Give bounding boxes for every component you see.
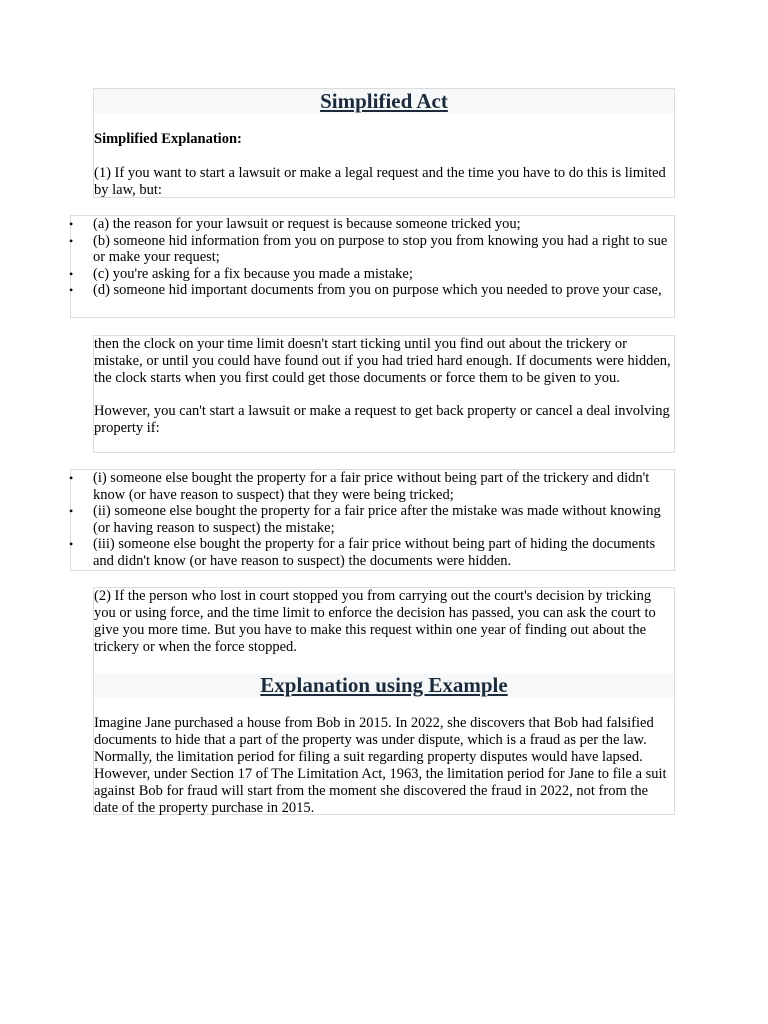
bullet-icon: • [69, 266, 74, 281]
bullet-icon: • [69, 217, 74, 231]
simplified-explanation-label: Simplified Explanation: [94, 131, 242, 147]
intro-section [93, 88, 675, 198]
list-item: • (d) someone hid important documents from you on purpose which you needed to prove your case, [69, 282, 662, 298]
page-title: Simplified Act [94, 89, 674, 114]
list-item: • (c) you're asking for a fix because you made a mistake; [69, 265, 413, 282]
court-decision-paragraph: (2) If the person who lost in court stopped you from carrying out the court's decision by tricking you or using force, and the time limit to enforce the decision has passed, you can ask the court to give you more time. But you have to make this request within one year of finding out about the trickery or when the force stopped. [94, 588, 656, 655]
exceptions-list-section [70, 469, 675, 571]
clock-paragraph: then the clock on your time limit doesn't start ticking until you find out about the trickery or mistake, or until you could have found out if you had tried hard enough. If documents were hidden, the clock starts when you first could get those documents or force them to be given to you. [94, 336, 671, 386]
bullet-icon: • [69, 283, 74, 297]
bullet-icon: • [69, 504, 74, 518]
however-paragraph: However, you can't start a lawsuit or make a request to get back property or cancel a deal involving property if: [94, 403, 670, 436]
list-item: • (i) someone else bought the property for a fair price without being part of the trickery and didn't know (or have reason to suspect) that they were being tricked; [69, 470, 650, 503]
example-paragraph: Imagine Jane purchased a house from Bob in 2015. In 2022, she discovers that Bob had falsified documents to hide that a part of the property was under dispute, which is a fraud as per the law. Normally, the limitation period for filing a suit regarding property disputes would have lapsed. However, under Section 17 of The Limitation Act, 1963, the limitation period for Jane to file a suit against Bob for fraud will start from the moment she discovered the fraud in 2022, not from the date of the property purchase in 2015. [94, 715, 667, 816]
conditions-list [71, 216, 674, 299]
list-item: • (b) someone hid information from you on purpose to stop you from knowing you had a right to sue or make your request; [69, 232, 668, 265]
bullet-icon: • [69, 537, 74, 551]
clock-section [93, 335, 675, 453]
exceptions-list [71, 470, 674, 569]
list-item: • (iii) someone else bought the property for a fair price without being part of hiding the documents and didn't know (or have reason to suspect) the documents were hidden. [69, 536, 656, 569]
intro-paragraph: (1) If you want to start a lawsuit or make a legal request and the time you have to do this is limited by law, but: [94, 165, 666, 198]
list-item: • (ii) someone else bought the property for a fair price after the mistake was made without knowing (or having reason to suspect) the mistake; [69, 503, 661, 536]
example-heading: Explanation using Example [94, 673, 674, 698]
example-section [93, 587, 675, 815]
conditions-list-section [70, 215, 675, 318]
bullet-icon: • [69, 233, 74, 248]
bullet-icon: • [69, 471, 74, 485]
list-item: • (a) the reason for your lawsuit or request is because someone tricked you; [69, 216, 521, 232]
